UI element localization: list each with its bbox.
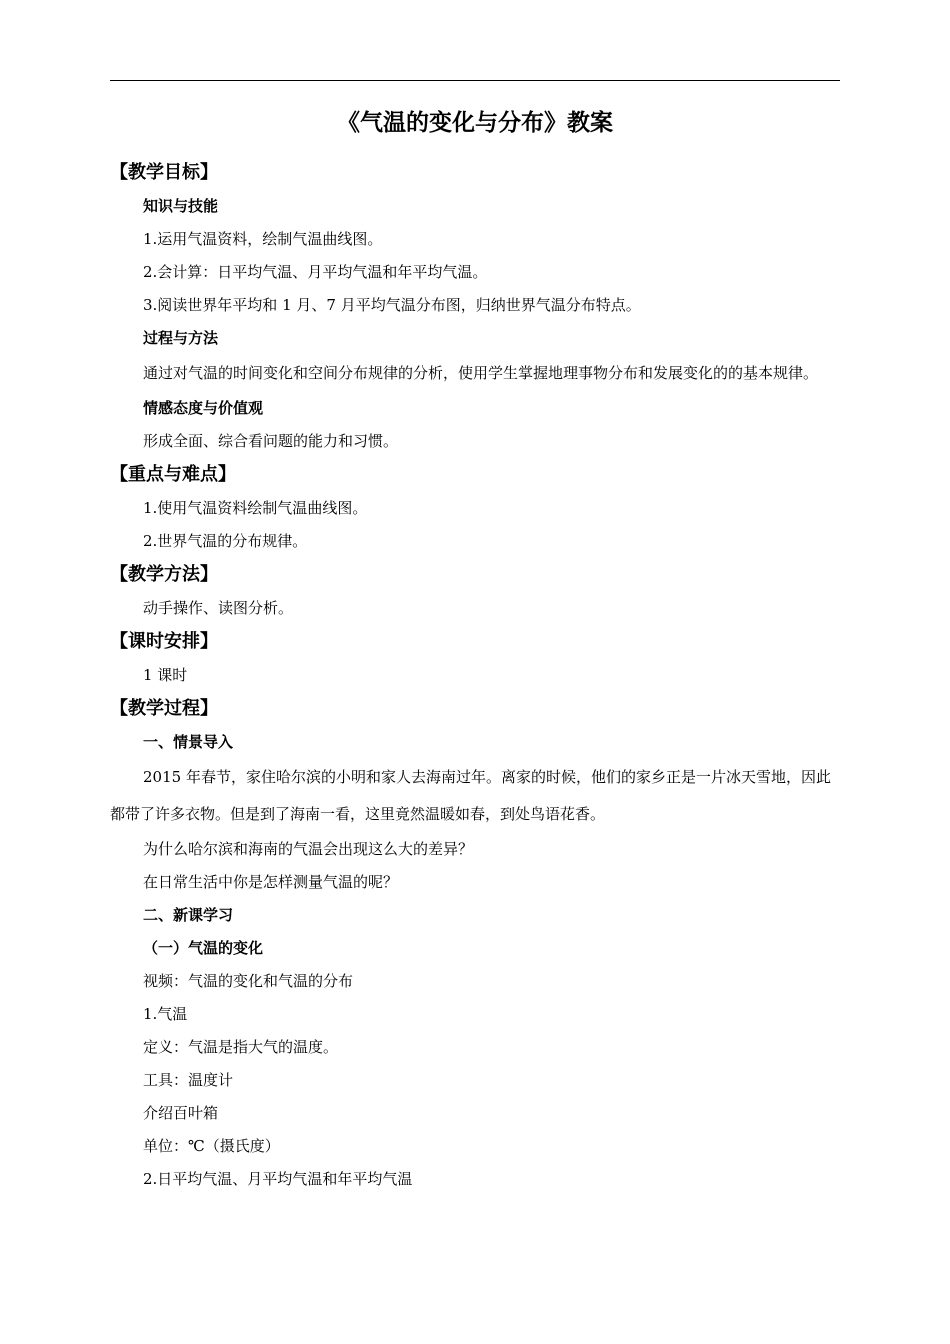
paragraph: 2.世界气温的分布规律。: [143, 532, 308, 550]
paragraph: 定义：气温是指大气的温度。: [143, 1038, 339, 1056]
paragraph: 1.气温: [143, 1005, 188, 1023]
paragraph: 通过对气温的时间变化和空间分布规律的分析，使用学生掌握地理事物分布和发展变化的的基本规律。: [143, 364, 819, 382]
paragraph: 动手操作、读图分析。: [143, 599, 294, 617]
section-heading-schedule: 【课时安排】: [110, 631, 218, 652]
paragraph: 1 课时: [143, 666, 188, 684]
paragraph: 1.运用气温资料，绘制气温曲线图。: [143, 230, 383, 248]
paragraph: 2.会计算：日平均气温、月平均气温和年平均气温。: [143, 263, 488, 281]
document-body: [110, 156, 840, 1196]
subheading-temperature-change: （一）气温的变化: [143, 939, 264, 957]
paragraph: 形成全面、综合看问题的能力和习惯。: [143, 432, 399, 450]
paragraph: 2.日平均气温、月平均气温和年平均气温: [143, 1170, 413, 1188]
paragraph: 介绍百叶箱: [143, 1104, 219, 1122]
subheading-process-method: 过程与方法: [143, 329, 219, 347]
paragraph: 3.阅读世界年平均和 1 月、7 月平均气温分布图，归纳世界气温分布特点。: [143, 296, 641, 314]
paragraph: 单位：℃（摄氏度）: [143, 1137, 280, 1155]
subheading-knowledge-skills: 知识与技能: [143, 197, 219, 215]
section-heading-methods: 【教学方法】: [110, 564, 218, 585]
subheading-introduction: 一、情景导入: [143, 733, 234, 751]
paragraph: 2015 年春节，家住哈尔滨的小明和家人去海南过年。离家的时候，他们的家乡正是一片冰天雪地，因此都带了许多衣物。但是到了海南一看，这里竟然温暖如春，到处鸟语花香。: [110, 768, 831, 823]
subheading-new-lesson: 二、新课学习: [143, 906, 234, 924]
paragraph: 视频：气温的变化和气温的分布: [143, 972, 354, 990]
paragraph: 工具：温度计: [143, 1071, 234, 1089]
subheading-emotion-values: 情感态度与价值观: [143, 399, 264, 417]
section-heading-key-points: 【重点与难点】: [110, 464, 236, 485]
paragraph: 为什么哈尔滨和海南的气温会出现这么大的差异？: [143, 840, 474, 858]
section-heading-objectives: 【教学目标】: [110, 162, 218, 183]
section-heading-process: 【教学过程】: [110, 698, 218, 719]
paragraph: 1.使用气温资料绘制气温曲线图。: [143, 499, 368, 517]
paragraph: 在日常生活中你是怎样测量气温的呢？: [143, 873, 399, 891]
document-title: 《气温的变化与分布》教案: [337, 109, 613, 136]
header-rule: [110, 80, 840, 81]
